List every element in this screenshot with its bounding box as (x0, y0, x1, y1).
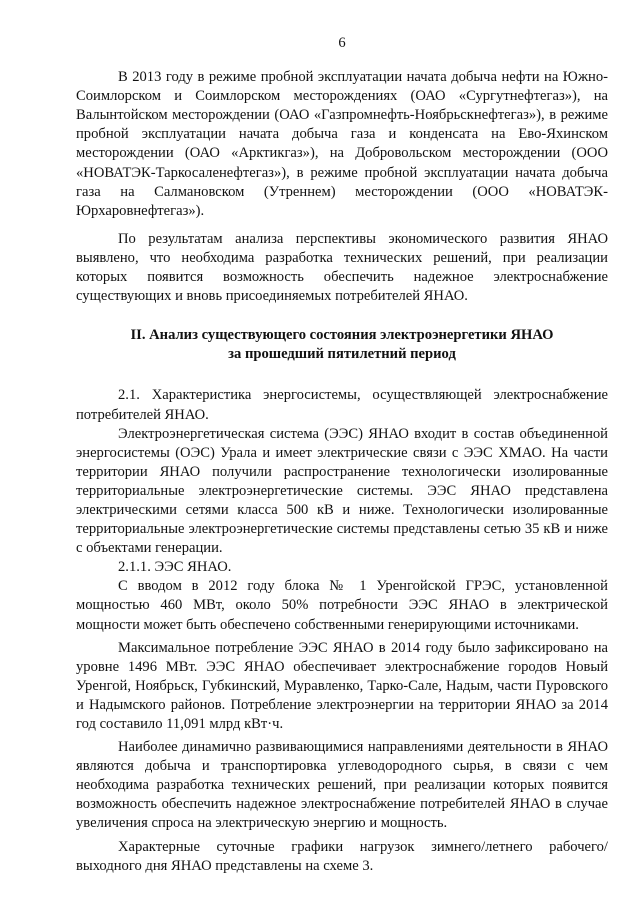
paragraph-2013-production: В 2013 году в режиме пробной эксплуатации начата добыча нефти на Южно-Соимлорском и Соимлорском месторождениях (ОАО «Сургутнефтегаз»), на Валынтойском месторождении (ОАО «Газпромнефть-Ноябрьскнефтегаз»), в режиме пробной эксплуатации начата добыча газа и конденсата на Ево-Яхинском месторождении (ОАО «Арктикгаз»), на Добровольском месторождении (ООО «НОВАТЭК-Таркосаленефтегаз»), в режиме пробной эксплуатации начата добыча газа на Салмановском (Утреннем) месторождении (ООО «НОВАТЭК-Юрхаровнефтегаз»). (76, 69, 608, 219)
paragraph-2-1-title: 2.1. Характеристика энергосистемы, осуществляющей электроснабжение потребителей ЯНАО. (76, 387, 608, 423)
document-page (76, 34, 608, 876)
page-number: 6 (338, 35, 346, 51)
paragraph-analysis-results: По результатам анализа перспективы экономического развития ЯНАО выявлено, что необходима разработка технических решений, при реализации которых появится возможность обеспечить надежное электроснабжение существующих и вновь присоединяемых потребителей ЯНАО. (76, 230, 608, 305)
section-heading-line-2: за прошедший пятилетний период (228, 346, 456, 363)
paragraph-urengoy-gres: С вводом в 2012 году блока № 1 Уренгойской ГРЭС, установленной мощностью 460 МВт, около 50% потребности ЭЭС ЯНАО в электрической мощности может быть обеспечено собственными генерирующими источниками. (76, 578, 608, 633)
paragraph-development-directions: Наиболее динамично развивающимися направлениями деятельности в ЯНАО являются добыча и транспортировка углеводородного сырья, в связи с чем необходима разработка технических решений, при реализации которых появится возможность обеспечить надежное электроснабжение потребителей ЯНАО в случае увеличения спроса на электрическую энергию и мощность. (76, 739, 608, 832)
paragraph-2-1-1-title: 2.1.1. ЭЭС ЯНАО. (118, 559, 232, 576)
paragraph-max-consumption: Максимальное потребление ЭЭС ЯНАО в 2014 году было зафиксировано на уровне 1496 МВт. ЭЭС ЯНАО обеспечивает электроснабжение городов Новый Уренгой, Ноябрьск, Губкинский, Муравленко, Тарко-Сале, Надым, части Пуровского и Надымского районов. Потребление электроэнергии на территории ЯНАО за 2014 год составило 11,091 млрд кВт·ч. (76, 639, 608, 732)
paragraph-load-schedules: Характерные суточные графики нагрузок зимнего/летнего рабочего/выходного дня ЯНАО представлены на схеме 3. (76, 838, 608, 874)
paragraph-ees-description: Электроэнергетическая система (ЭЭС) ЯНАО входит в состав объединенной энергосистемы (ОЭС) Урала и имеет электрические связи с ЭЭС ХМАО. На части территории ЯНАО получили распространение технологически изолированные территориальные электроэнергетические системы. ЭЭС ЯНАО представлена электрическими сетями класса 500 кВ и ниже. Технологически изолированные территориальные электроэнергетические системы представлены сетью 35 кВ и ниже с объектами генерации. (76, 425, 608, 557)
section-heading (76, 326, 608, 364)
section-heading-line-1: II. Анализ существующего состояния электроэнергетики ЯНАО (130, 327, 554, 344)
